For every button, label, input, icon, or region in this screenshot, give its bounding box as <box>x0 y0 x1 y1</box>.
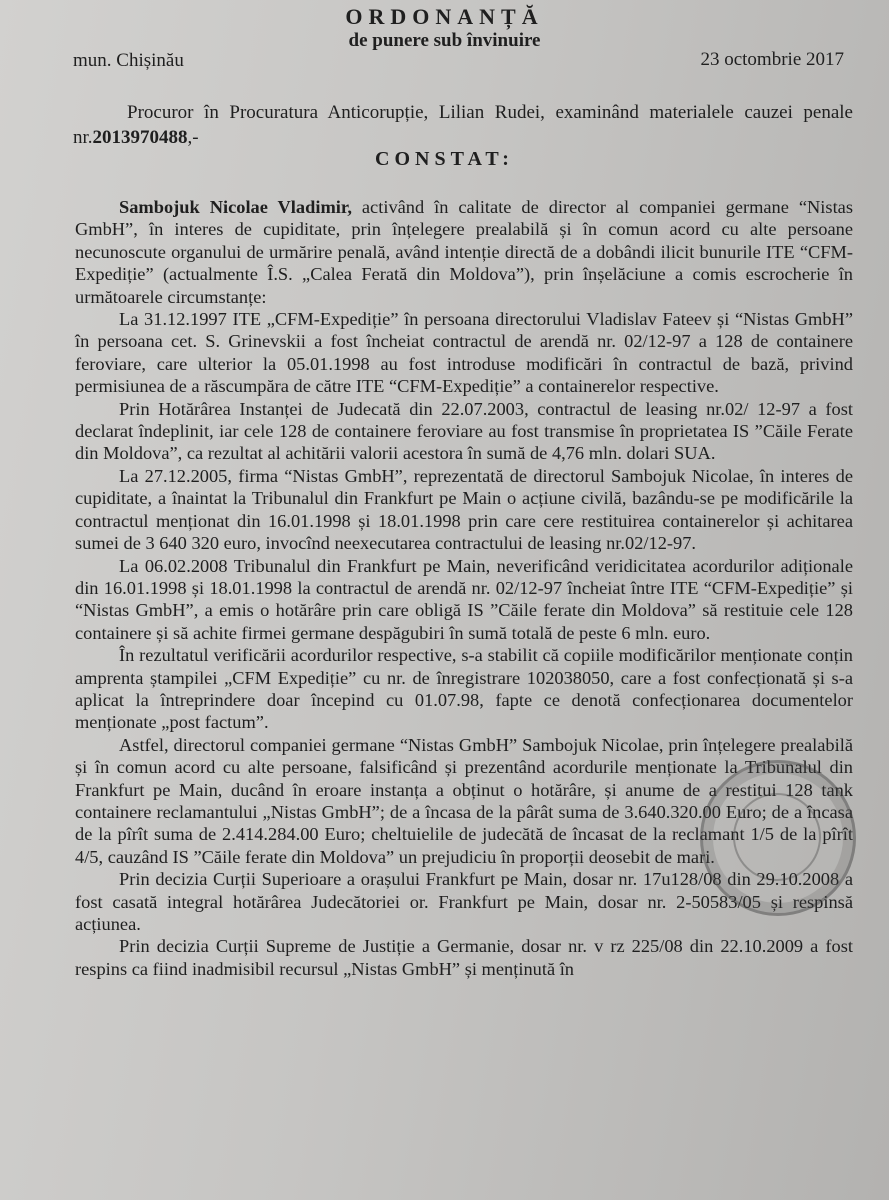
stamp-inner-ring <box>733 793 821 881</box>
paragraph-text: La 06.02.2008 Tribunalul din Frankfurt pe Main, neverificând veridicitatea acordurilor adiționale din 16.01.1998 și 18.01.1998 la contractul de arendă nr. 02/12-97 încheiat între ITE “CFM-Expediție” și “Nistas GmbH”, a emis o hotărâre prin care obligă IS ”Căile ferate din Moldova” să restituie cele 128 containere și să achite firmei germane despăgubiri în sumă totală de peste 6 mln. euro. <box>75 555 853 643</box>
document-title: ORDONANȚĂ <box>345 4 544 29</box>
paragraph <box>75 644 853 734</box>
official-stamp <box>700 760 856 916</box>
paragraph <box>75 935 853 980</box>
paragraph <box>75 555 853 645</box>
document-place: mun. Chișinău <box>73 50 184 71</box>
intro-text-start: Procuror în Procuratura Anticorupție, Lilian Rudei, examinând materialele cauzei penale nr. <box>73 102 853 148</box>
document-date: 23 octombrie 2017 <box>700 49 844 70</box>
paragraph <box>75 308 853 398</box>
intro-paragraph <box>73 100 853 150</box>
paragraph-text: La 31.12.1997 ITE „CFM-Expediție” în persoana directorului Vladislav Fateev și “Nistas GmbH” în persoana cet. S. Grinevskii a fost încheiat contractul de arendă nr. 02/12-97 a 128 de containere feroviare, care ulterior la 05.01.1998 au fost introduse modificări în contractul de bază, privind permisiunea de a răscumpăra de către ITE “CFM-Expediție” a containerelor respective. <box>75 309 853 397</box>
intro-text-end: ,- <box>187 127 199 148</box>
paragraph-text: La 27.12.2005, firma “Nistas GmbH”, reprezentată de directorul Sambojuk Nicolae, în interes de cupiditate, a înaintat la Tribunalul din Frankfurt pe Main o acțiune civilă, bazându-se pe modificările la contractul menționat din 16.01.1998 și 18.01.1998 prin care cere restituirea containerelor și achitarea sumei de 3 640 320 euro, invocînd neexecutarea contractului de leasing nr.02/12-97. <box>75 465 853 554</box>
paragraph <box>75 465 853 555</box>
paragraph-text: În rezultatul verificării acordurilor respective, s-a stabilit că copiile modificărilor menționate conțin amprenta ștampilei „CFM Expediție” cu nr. de înregistrare 102038050, care a fost confecționată și s-a aplicat la întreprindere doar începind cu 01.07.98, fapte ce denotă confecționarea documentelor menționate „post factum”. <box>75 645 853 733</box>
paragraph <box>75 398 853 465</box>
paragraph-text: Prin decizia Curții Supreme de Justiție a Germanie, dosar nr. v rz 225/08 din 22.10.2009 a fost respins ca fiind inadmisibil recursul „Nistas GmbH” și menținută în <box>75 936 853 979</box>
paragraph <box>75 196 853 308</box>
case-number: 2013970488 <box>92 127 188 148</box>
paragraph-text: Prin decizia Curții Superioare a orașului Frankfurt pe Main, dosar nr. 17u128/08 din 29.10.2008 a fost casată integral hotărârea Judecătoriei or. Frankfurt pe Main, dosar nr. 2-50583/05 și respinsă acțiunea. <box>75 869 853 934</box>
document-subtitle: de punere sub învinuire <box>348 30 541 51</box>
paragraph-text: activând în calitate de director al companiei germane “Nistas GmbH”, în interes de cupiditate, prin înțelegere prealabilă și în comun acord cu alte persoane necunoscute organului de urmărire penală, având intenție directă de a dobândi ilicit bunurile ITE “CFM-Expediție” (actualmente Î.S. „Calea Ferată din Moldova”), prin înșelăciune a comis escrocherie în următoarele circumstanțe: <box>75 197 853 307</box>
paragraph-text: Prin Hotărârea Instanței de Judecată din 22.07.2003, contractul de leasing nr.02/ 12-97 a fost declarat îndeplinit, iar cele 128 de containere feroviare au fost transmise în proprietatea IS ”Căile Ferate din Moldova”, ca rezultat al achitării valorii acestora în sumă de 4,76 mln. dolari SUA. <box>75 398 853 464</box>
paragraph-text: Astfel, directorul companiei germane “Nistas GmbH” Sambojuk Nicolae, prin înțelegere prealabilă și în comun acord cu alte persoane, falsificând și prezentând acordurile menționate la Tribunalul din Frankfurt pe Main, ducând în eroare instanța a obținut o hotărâre, și anume de a restitui 128 tank containere reclamantului „Nistas GmbH”; de a încasa de la pârât suma de 3.640.320.00 Euro; de a încasa de la pîrît suma de 2.414.284.00 Euro; cheltuielile de judecătă de încasat de la reclamant 1/5 de la pîrît 4/5, cauzând IS ”Căile ferate din Moldova” un prejudiciu în proporții deosebit de mari. <box>75 734 853 867</box>
section-heading: CONSTAT: <box>375 148 514 170</box>
accused-name: Sambojuk Nicolae Vladimir, <box>119 197 352 217</box>
